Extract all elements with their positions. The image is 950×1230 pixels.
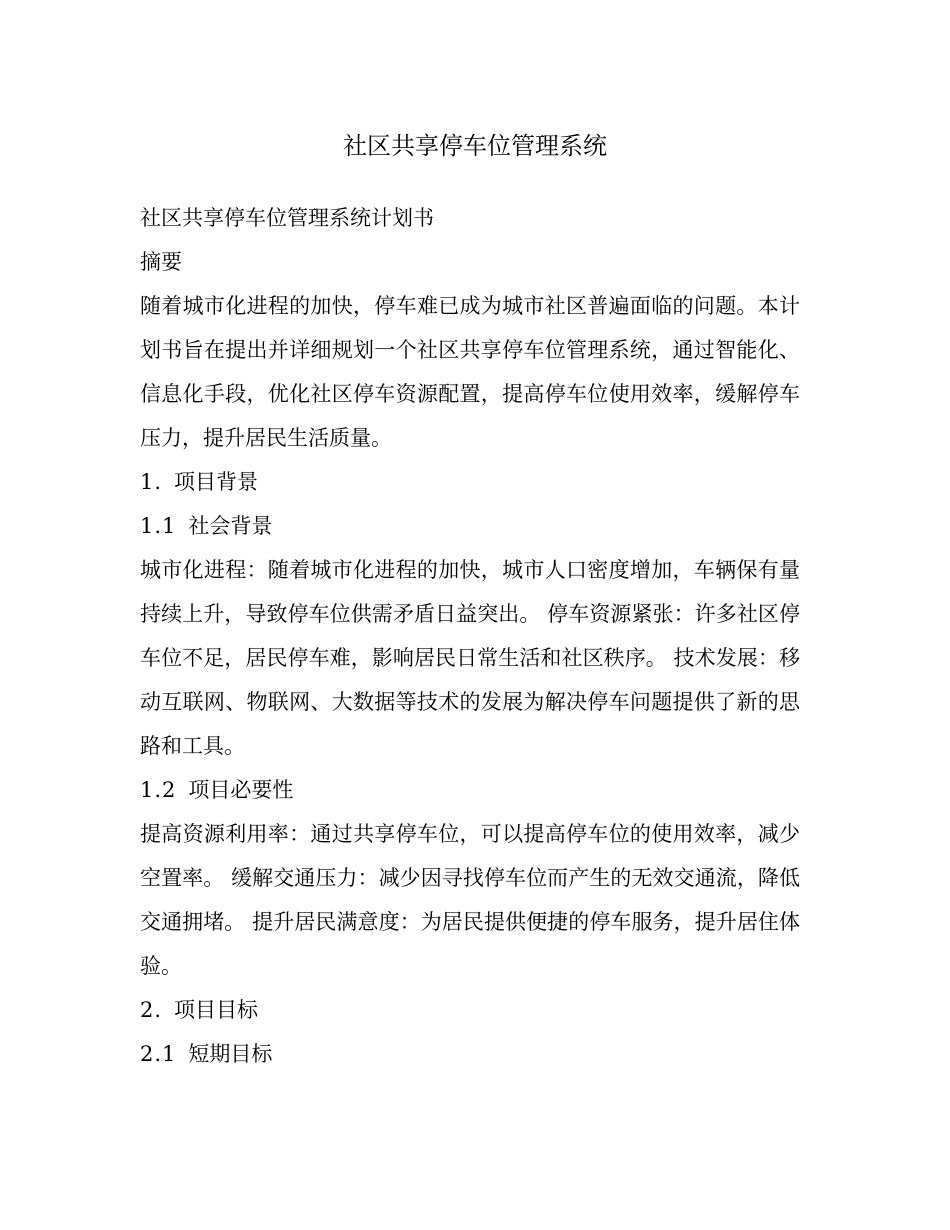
section-title: 项目目标 [174, 998, 259, 1022]
document-body [140, 196, 800, 1076]
subsection-title: 项目必要性 [188, 778, 294, 802]
necessity-paragraph: 提高资源利用率：通过共享停车位，可以提高停车位的使用效率，减少空置率。 缓解交通压力：减少因寻找停车位而产生的无效交通流，降低交通拥堵。 提升居民满意度：为居民提供便捷的停车服务，提升居住体验。 [140, 822, 800, 978]
subsection-number: 2.1 [140, 1042, 177, 1066]
abstract-paragraph: 随着城市化进程的加快，停车难已成为城市社区普遍面临的问题。本计划书旨在提出并详细规划一个社区共享停车位管理系统，通过智能化、信息化手段，优化社区停车资源配置，提高停车位使用效率，缓解停车压力，提升居民生活质量。 [140, 294, 800, 450]
subsection-title: 社会背景 [188, 514, 273, 538]
plan-subtitle: 社区共享停车位管理系统计划书 [140, 206, 434, 230]
document-title: 社区共享停车位管理系统 [343, 132, 607, 161]
section-heading-2 [140, 988, 800, 1032]
subsection-heading-2-1 [140, 1032, 800, 1076]
social-background-paragraph: 城市化进程：随着城市化进程的加快，城市人口密度增加，车辆保有量持续上升，导致停车位供需矛盾日益突出。 停车资源紧张：许多社区停车位不足，居民停车难，影响居民日常生活和社区秩序。 技术发展：移动互联网、物联网、大数据等技术的发展为解决停车问题提供了新的思路和工具。 [140, 558, 800, 758]
section-heading-1 [140, 460, 800, 504]
subsection-number: 1.2 [140, 778, 177, 802]
section-title: 项目背景 [174, 470, 259, 494]
subsection-number: 1.1 [140, 514, 177, 538]
section-number: 2. [140, 998, 163, 1022]
section-number: 1. [140, 470, 163, 494]
subsection-heading-1-1 [140, 504, 800, 548]
subsection-title: 短期目标 [188, 1042, 273, 1066]
subsection-heading-1-2 [140, 768, 800, 812]
abstract-heading: 摘要 [140, 250, 182, 274]
